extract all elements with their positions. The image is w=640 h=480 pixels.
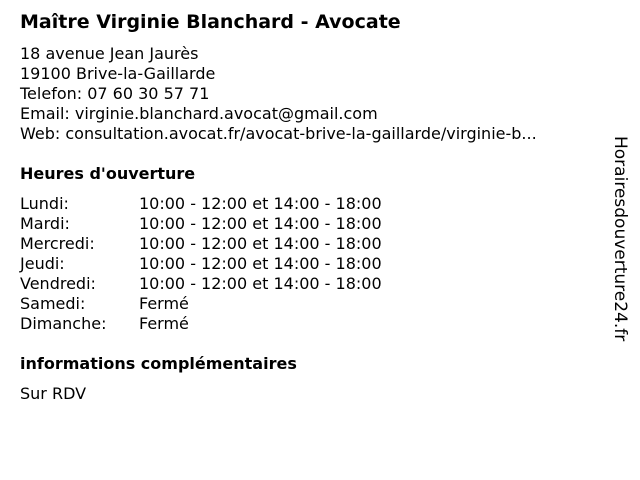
street-address: 18 avenue Jean Jaurès (20, 44, 199, 63)
hours-row (20, 234, 382, 254)
time-value: 10:00 - 12:00 et 14:00 - 18:00 (139, 254, 382, 273)
day-label: Dimanche: (20, 314, 107, 333)
day-label: Jeudi: (20, 254, 65, 273)
time-value: 10:00 - 12:00 et 14:00 - 18:00 (139, 234, 382, 253)
time-value: 10:00 - 12:00 et 14:00 - 18:00 (139, 214, 382, 233)
hours-row (20, 254, 382, 274)
address-block (20, 44, 537, 144)
hours-row (20, 194, 382, 214)
hours-row (20, 294, 382, 314)
email-address: Email: virginie.blanchard.avocat@gmail.com (20, 104, 378, 123)
day-label: Samedi: (20, 294, 86, 313)
day-label: Lundi: (20, 194, 69, 213)
site-watermark: Horairesdouverture24.fr (610, 136, 630, 342)
additional-info-heading: informations complémentaires (20, 354, 297, 373)
hours-row (20, 274, 382, 294)
hours-row (20, 314, 382, 334)
hours-row (20, 214, 382, 234)
city-address: 19100 Brive-la-Gaillarde (20, 64, 216, 83)
opening-hours-heading: Heures d'ouverture (20, 164, 196, 183)
time-value: 10:00 - 12:00 et 14:00 - 18:00 (139, 194, 382, 213)
page-title: Maître Virginie Blanchard - Avocate (20, 11, 401, 33)
day-label: Mercredi: (20, 234, 95, 253)
opening-hours-table (20, 194, 382, 334)
day-label: Vendredi: (20, 274, 96, 293)
phone-number: Telefon: 07 60 30 57 71 (20, 84, 210, 103)
day-label: Mardi: (20, 214, 70, 233)
time-value: 10:00 - 12:00 et 14:00 - 18:00 (139, 274, 382, 293)
additional-info-text: Sur RDV (20, 384, 87, 403)
time-value: Fermé (139, 314, 189, 333)
website-address: Web: consultation.avocat.fr/avocat-brive-la-gaillarde/virginie-b... (20, 124, 537, 143)
time-value: Fermé (139, 294, 189, 313)
